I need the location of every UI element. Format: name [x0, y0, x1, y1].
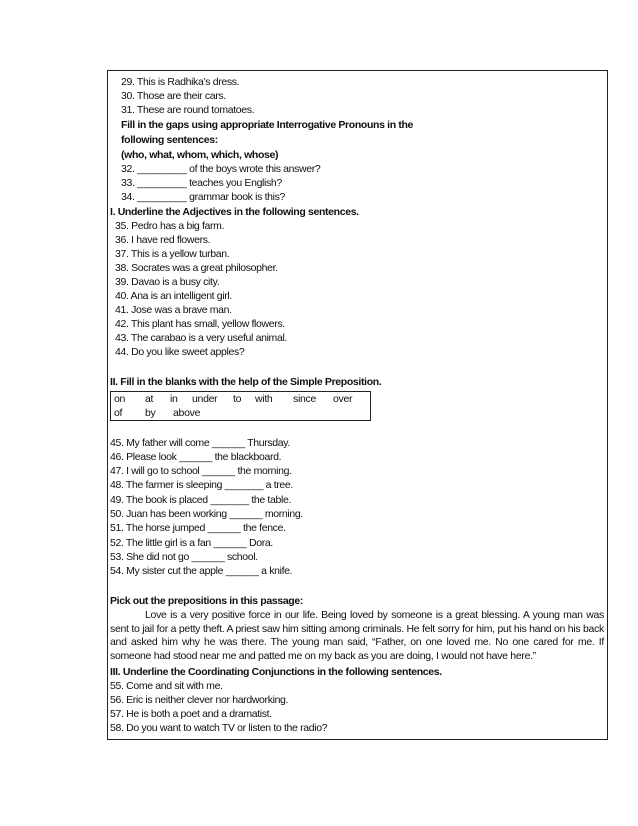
- gap-item: 33. _________ teaches you English?: [121, 177, 282, 189]
- preposition-item: 46. Please look ______ the blackboard.: [110, 451, 282, 463]
- adjective-item: 41. Jose was a brave man.: [115, 304, 232, 316]
- preposition-item: 49. The book is placed _______ the table.: [110, 494, 292, 506]
- conjunction-item: 56. Eric is neither clever nor hardworking.: [110, 694, 289, 706]
- adjective-item: 39. Davao is a busy city.: [115, 276, 220, 288]
- word-option: above: [173, 407, 201, 419]
- passage-heading: Pick out the prepositions in this passage:: [110, 595, 304, 607]
- preposition-item: 51. The horse jumped ______ the fence.: [110, 522, 286, 534]
- sentence-item: 29. This is Radhika’s dress.: [121, 76, 240, 88]
- word-option: since: [293, 393, 317, 405]
- adjective-item: 44. Do you like sweet apples?: [115, 346, 245, 358]
- adjective-item: 36. I have red flowers.: [115, 234, 211, 246]
- adjectives-heading: I. Underline the Adjectives in the following sentences.: [110, 206, 359, 218]
- adjective-item: 35. Pedro has a big farm.: [115, 220, 225, 232]
- adjective-item: 43. The carabao is a very useful animal.: [115, 332, 287, 344]
- conjunction-item: 58. Do you want to watch TV or listen to the radio?: [110, 722, 328, 734]
- word-option: of: [114, 407, 123, 419]
- preposition-item: 47. I will go to school ______ the morning.: [110, 465, 292, 477]
- word-option: over: [333, 393, 353, 405]
- adjective-item: 40. Ana is an intelligent girl.: [115, 290, 232, 302]
- sentence-item: 30. Those are their cars.: [121, 90, 226, 102]
- conjunction-item: 57. He is both a poet and a dramatist.: [110, 708, 272, 720]
- preposition-item: 54. My sister cut the apple ______ a knife.: [110, 565, 293, 577]
- preposition-item: 53. She did not go ______ school.: [110, 551, 258, 563]
- interrogative-options: (who, what, whom, which, whose): [121, 149, 279, 161]
- gap-item: 34. _________ grammar book is this?: [121, 191, 286, 203]
- adjective-item: 37. This is a yellow turban.: [115, 248, 230, 260]
- word-option: to: [233, 393, 242, 405]
- passage-text: Love is a very positive force in our life. Being loved by someone is a great blessing. A young man was sent to jail for a petty theft. A priest saw him sitting among criminals. He felt sorry for him, put his hand on his back and asked him why he was there. The young man said, “Father, on one loved me. No one cared for me. If someone had stood near me and patted me on my back as you are doing, I would not have here.”: [110, 609, 604, 663]
- word-option: in: [170, 393, 178, 405]
- conjunction-item: 55. Come and sit with me.: [110, 680, 223, 692]
- preposition-item: 52. The little girl is a fan ______ Dora.: [110, 537, 273, 549]
- interrogative-heading-cont: following sentences:: [121, 134, 218, 146]
- preposition-item: 48. The farmer is sleeping _______ a tree.: [110, 479, 293, 491]
- prepositions-heading: II. Fill in the blanks with the help of the Simple Preposition.: [110, 376, 382, 388]
- gap-item: 32. _________ of the boys wrote this answer?: [121, 163, 321, 175]
- preposition-item: 45. My father will come ______ Thursday.: [110, 437, 290, 449]
- conjunctions-heading: III. Underline the Coordinating Conjunctions in the following sentences.: [110, 666, 442, 678]
- word-option: with: [255, 393, 273, 405]
- sentence-item: 31. These are round tomatoes.: [121, 104, 255, 116]
- preposition-item: 50. Juan has been working ______ morning.: [110, 508, 303, 520]
- adjective-item: 38. Socrates was a great philosopher.: [115, 262, 278, 274]
- interrogative-heading: Fill in the gaps using appropriate Interrogative Pronouns in the: [121, 119, 414, 131]
- word-option: under: [192, 393, 218, 405]
- word-option: on: [114, 393, 126, 405]
- word-option: by: [145, 407, 156, 419]
- adjective-item: 42. This plant has small, yellow flowers.: [115, 318, 285, 330]
- word-option: at: [145, 393, 154, 405]
